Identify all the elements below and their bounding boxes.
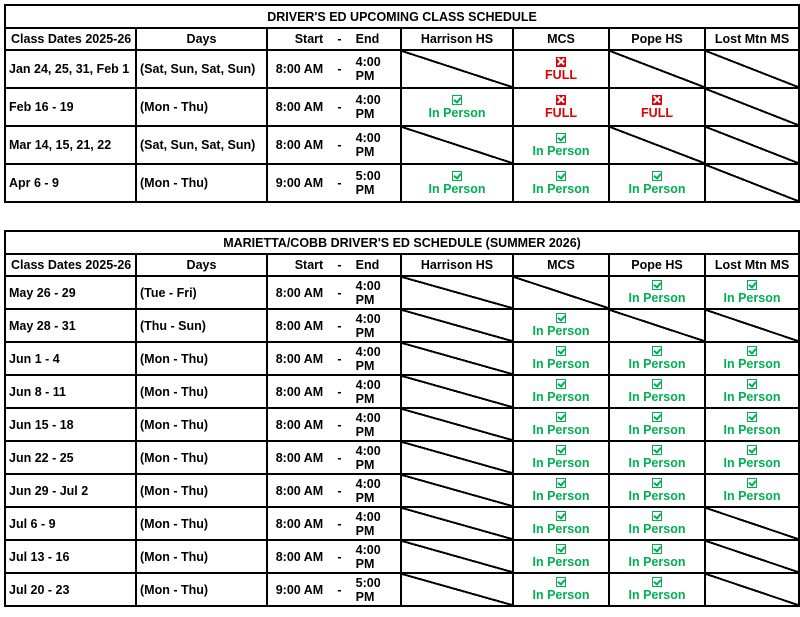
in-person-status	[514, 171, 608, 196]
class-dates-cell: Jul 13 - 16	[5, 540, 136, 573]
in-person-status	[514, 346, 608, 371]
in-person-status	[514, 544, 608, 569]
in-person-status	[706, 478, 798, 503]
checkbox-check-icon	[652, 445, 662, 455]
start-time: 8:00 AM	[275, 100, 324, 114]
in-person-status	[610, 544, 704, 569]
mcs-cell	[513, 474, 609, 507]
days-cell: (Mon - Thu)	[136, 88, 267, 126]
class-dates-cell: Jul 20 - 23	[5, 573, 136, 606]
lost-mtn-ms-cell	[705, 276, 799, 309]
status-label: In Person	[628, 456, 686, 470]
in-person-status	[706, 445, 798, 470]
end-time: 4:00 PM	[355, 93, 381, 121]
in-person-status	[610, 280, 704, 305]
status-label: In Person	[628, 423, 686, 437]
col-header-pope-hs: Pope HS	[609, 28, 705, 50]
status-label: In Person	[532, 456, 590, 470]
lost-mtn-ms-unavailable-cell	[705, 540, 799, 573]
in-person-status	[402, 95, 512, 120]
start-time: 8:00 AM	[275, 549, 324, 564]
summer-schedule-table	[4, 230, 800, 607]
col-header-mcs: MCS	[513, 28, 609, 50]
time-cell	[267, 474, 401, 507]
table-row	[5, 88, 799, 126]
checkbox-check-icon	[556, 577, 566, 587]
table-row	[5, 342, 799, 375]
end-time: 4:00 PM	[355, 344, 381, 373]
status-label: In Person	[428, 105, 486, 120]
col-header-harrison-hs: Harrison HS	[401, 254, 513, 276]
class-dates-cell: Apr 6 - 9	[5, 164, 136, 202]
end-time: 4:00 PM	[355, 443, 381, 472]
in-person-status	[706, 346, 798, 371]
mcs-cell	[513, 50, 609, 88]
status-label: In Person	[723, 390, 781, 404]
days-cell: (Mon - Thu)	[136, 342, 267, 375]
checkbox-check-icon	[556, 171, 566, 181]
mcs-cell	[513, 375, 609, 408]
class-dates-cell: May 26 - 29	[5, 276, 136, 309]
class-dates-cell: Jun 29 - Jul 2	[5, 474, 136, 507]
col-header-lost-mtn-ms: Lost Mtn MS	[705, 28, 799, 50]
start-time: 8:00 AM	[275, 483, 324, 498]
mcs-cell	[513, 164, 609, 202]
time-dash: -	[337, 516, 342, 531]
checkbox-check-icon	[652, 544, 662, 554]
status-label: In Person	[532, 588, 590, 602]
status-label: In Person	[723, 456, 781, 470]
in-person-status	[514, 313, 608, 338]
pope-hs-cell	[609, 164, 705, 202]
col-header-class-dates: Class Dates 2025-26	[5, 254, 136, 276]
harrison-hs-unavailable-cell	[401, 276, 513, 309]
checkbox-check-icon	[747, 412, 757, 422]
checkbox-check-icon	[652, 346, 662, 356]
status-label: In Person	[532, 324, 590, 338]
mcs-cell	[513, 408, 609, 441]
class-dates-cell: Jun 15 - 18	[5, 408, 136, 441]
col-header-start: Start	[294, 258, 324, 272]
col-header-end: End	[355, 32, 380, 46]
status-label: FULL	[545, 105, 577, 120]
checkbox-check-icon	[652, 511, 662, 521]
harrison-hs-unavailable-cell	[401, 342, 513, 375]
class-dates-cell: Jul 6 - 9	[5, 507, 136, 540]
time-dash: -	[337, 483, 342, 498]
lost-mtn-ms-unavailable-cell	[705, 126, 799, 164]
time-dash: -	[337, 417, 342, 432]
col-header-mcs: MCS	[513, 254, 609, 276]
col-header-pope-hs: Pope HS	[609, 254, 705, 276]
checkbox-check-icon	[556, 544, 566, 554]
harrison-hs-unavailable-cell	[401, 441, 513, 474]
end-time: 4:00 PM	[355, 542, 381, 571]
harrison-hs-unavailable-cell	[401, 408, 513, 441]
table-row	[5, 540, 799, 573]
status-label: FULL	[545, 67, 577, 82]
end-time: 4:00 PM	[355, 410, 381, 439]
checkbox-check-icon	[556, 313, 566, 323]
in-person-status	[514, 379, 608, 404]
time-cell	[267, 540, 401, 573]
time-cell	[267, 408, 401, 441]
end-time: 4:00 PM	[355, 55, 381, 83]
checkbox-check-icon	[452, 171, 462, 181]
in-person-status	[706, 280, 798, 305]
status-label: In Person	[628, 489, 686, 503]
checkbox-x-icon	[556, 57, 566, 67]
in-person-status	[610, 379, 704, 404]
days-cell: (Sat, Sun, Sat, Sun)	[136, 50, 267, 88]
checkbox-check-icon	[652, 577, 662, 587]
table-row	[5, 276, 799, 309]
status-label: FULL	[641, 105, 673, 120]
mcs-cell	[513, 309, 609, 342]
checkbox-check-icon	[556, 511, 566, 521]
class-dates-cell: Mar 14, 15, 21, 22	[5, 126, 136, 164]
harrison-hs-unavailable-cell	[401, 50, 513, 88]
days-cell: (Mon - Thu)	[136, 164, 267, 202]
checkbox-check-icon	[747, 478, 757, 488]
harrison-hs-unavailable-cell	[401, 540, 513, 573]
checkbox-check-icon	[556, 445, 566, 455]
checkbox-check-icon	[556, 412, 566, 422]
checkbox-check-icon	[556, 478, 566, 488]
checkbox-check-icon	[652, 412, 662, 422]
col-header-end: End	[355, 258, 380, 272]
start-time: 8:00 AM	[275, 62, 324, 76]
harrison-hs-unavailable-cell	[401, 474, 513, 507]
status-label: In Person	[628, 181, 686, 196]
harrison-hs-cell	[401, 88, 513, 126]
pope-hs-cell	[609, 88, 705, 126]
days-cell: (Mon - Thu)	[136, 573, 267, 606]
in-person-status	[610, 478, 704, 503]
time-cell	[267, 276, 401, 309]
end-time: 4:00 PM	[355, 476, 381, 505]
time-cell	[267, 309, 401, 342]
class-dates-cell: Feb 16 - 19	[5, 88, 136, 126]
class-dates-cell: Jun 8 - 11	[5, 375, 136, 408]
checkbox-check-icon	[652, 171, 662, 181]
table-row	[5, 375, 799, 408]
time-dash: -	[337, 351, 342, 366]
checkbox-check-icon	[747, 346, 757, 356]
time-dash: -	[337, 100, 342, 114]
mcs-unavailable-cell	[513, 276, 609, 309]
in-person-status	[514, 412, 608, 437]
header-row	[5, 28, 799, 50]
days-cell: (Mon - Thu)	[136, 408, 267, 441]
time-cell	[267, 126, 401, 164]
pope-hs-cell	[609, 474, 705, 507]
start-time: 9:00 AM	[275, 582, 324, 597]
days-cell: (Mon - Thu)	[136, 540, 267, 573]
pope-hs-cell	[609, 342, 705, 375]
header-row	[5, 254, 799, 276]
pope-hs-cell	[609, 441, 705, 474]
in-person-status	[610, 445, 704, 470]
checkbox-check-icon	[747, 379, 757, 389]
end-time: 4:00 PM	[355, 377, 381, 406]
col-header-harrison-hs: Harrison HS	[401, 28, 513, 50]
col-header-class-dates: Class Dates 2025-26	[5, 28, 136, 50]
days-cell: (Sat, Sun, Sat, Sun)	[136, 126, 267, 164]
checkbox-check-icon	[556, 379, 566, 389]
start-time: 8:00 AM	[275, 450, 324, 465]
col-header-days: Days	[136, 28, 267, 50]
in-person-status	[402, 171, 512, 196]
status-label: In Person	[428, 181, 486, 196]
time-dash: -	[337, 384, 342, 399]
start-time: 8:00 AM	[275, 417, 324, 432]
in-person-status	[706, 379, 798, 404]
pope-hs-cell	[609, 573, 705, 606]
start-time: 8:00 AM	[275, 384, 324, 399]
time-cell	[267, 573, 401, 606]
class-dates-cell: Jun 22 - 25	[5, 441, 136, 474]
harrison-hs-unavailable-cell	[401, 507, 513, 540]
mcs-cell	[513, 507, 609, 540]
mcs-cell	[513, 342, 609, 375]
lost-mtn-ms-cell	[705, 408, 799, 441]
col-header-time	[267, 28, 401, 50]
status-label: In Person	[532, 181, 590, 196]
lost-mtn-ms-cell	[705, 342, 799, 375]
mcs-cell	[513, 126, 609, 164]
checkbox-check-icon	[556, 346, 566, 356]
status-label: In Person	[532, 522, 590, 536]
table-row	[5, 573, 799, 606]
checkbox-check-icon	[747, 445, 757, 455]
mcs-cell	[513, 441, 609, 474]
days-cell: (Tue - Fri)	[136, 276, 267, 309]
pope-hs-unavailable-cell	[609, 126, 705, 164]
full-status	[514, 57, 608, 82]
lost-mtn-ms-unavailable-cell	[705, 573, 799, 606]
time-dash: -	[337, 138, 342, 152]
end-time: 5:00 PM	[355, 169, 381, 197]
status-label: In Person	[628, 291, 686, 305]
table-row	[5, 507, 799, 540]
status-label: In Person	[532, 489, 590, 503]
class-dates-cell: Jun 1 - 4	[5, 342, 136, 375]
status-label: In Person	[532, 390, 590, 404]
time-dash: -	[337, 450, 342, 465]
lost-mtn-ms-cell	[705, 441, 799, 474]
harrison-hs-unavailable-cell	[401, 126, 513, 164]
checkbox-check-icon	[452, 95, 462, 105]
days-cell: (Thu - Sun)	[136, 309, 267, 342]
end-time: 4:00 PM	[355, 278, 381, 307]
mcs-cell	[513, 540, 609, 573]
pope-hs-cell	[609, 408, 705, 441]
class-dates-cell: Jan 24, 25, 31, Feb 1	[5, 50, 136, 88]
start-time: 8:00 AM	[275, 351, 324, 366]
time-dash: -	[337, 582, 342, 597]
table-row	[5, 441, 799, 474]
pope-hs-cell	[609, 375, 705, 408]
status-label: In Person	[532, 423, 590, 437]
in-person-status	[514, 478, 608, 503]
pope-hs-unavailable-cell	[609, 50, 705, 88]
time-dash: -	[337, 285, 342, 300]
days-cell: (Mon - Thu)	[136, 375, 267, 408]
table-row	[5, 126, 799, 164]
pope-hs-cell	[609, 276, 705, 309]
full-status	[514, 95, 608, 120]
checkbox-x-icon	[556, 95, 566, 105]
time-cell	[267, 507, 401, 540]
col-header-dash: -	[337, 258, 342, 272]
time-dash: -	[337, 318, 342, 333]
start-time: 8:00 AM	[275, 285, 324, 300]
in-person-status	[610, 346, 704, 371]
mcs-cell	[513, 88, 609, 126]
in-person-status	[514, 511, 608, 536]
start-time: 8:00 AM	[275, 318, 324, 333]
table-row	[5, 164, 799, 202]
checkbox-check-icon	[652, 280, 662, 290]
upcoming-schedule-table	[4, 4, 800, 203]
harrison-hs-unavailable-cell	[401, 375, 513, 408]
in-person-status	[610, 171, 704, 196]
start-time: 8:00 AM	[275, 138, 324, 152]
col-header-days: Days	[136, 254, 267, 276]
checkbox-x-icon	[652, 95, 662, 105]
in-person-status	[610, 511, 704, 536]
harrison-hs-unavailable-cell	[401, 309, 513, 342]
pope-hs-unavailable-cell	[609, 309, 705, 342]
pope-hs-cell	[609, 540, 705, 573]
status-label: In Person	[532, 357, 590, 371]
harrison-hs-unavailable-cell	[401, 573, 513, 606]
lost-mtn-ms-unavailable-cell	[705, 88, 799, 126]
lost-mtn-ms-cell	[705, 375, 799, 408]
pope-hs-cell	[609, 507, 705, 540]
end-time: 4:00 PM	[355, 509, 381, 538]
start-time: 9:00 AM	[275, 176, 324, 190]
status-label: In Person	[723, 291, 781, 305]
col-header-lost-mtn-ms: Lost Mtn MS	[705, 254, 799, 276]
in-person-status	[514, 577, 608, 602]
in-person-status	[610, 412, 704, 437]
status-label: In Person	[628, 522, 686, 536]
time-cell	[267, 50, 401, 88]
col-header-start: Start	[294, 32, 324, 46]
mcs-cell	[513, 573, 609, 606]
col-header-dash: -	[337, 32, 342, 46]
table-row	[5, 474, 799, 507]
checkbox-check-icon	[747, 280, 757, 290]
lost-mtn-ms-unavailable-cell	[705, 164, 799, 202]
table-row	[5, 309, 799, 342]
lost-mtn-ms-unavailable-cell	[705, 50, 799, 88]
col-header-time	[267, 254, 401, 276]
checkbox-check-icon	[652, 379, 662, 389]
days-cell: (Mon - Thu)	[136, 441, 267, 474]
status-label: In Person	[532, 143, 590, 158]
status-label: In Person	[628, 357, 686, 371]
days-cell: (Mon - Thu)	[136, 474, 267, 507]
status-label: In Person	[628, 555, 686, 569]
end-time: 5:00 PM	[355, 575, 381, 604]
harrison-hs-cell	[401, 164, 513, 202]
status-label: In Person	[628, 588, 686, 602]
table-title: DRIVER'S ED UPCOMING CLASS SCHEDULE	[5, 5, 799, 28]
table-row	[5, 50, 799, 88]
class-dates-cell: May 28 - 31	[5, 309, 136, 342]
lost-mtn-ms-cell	[705, 474, 799, 507]
checkbox-check-icon	[556, 133, 566, 143]
full-status	[610, 95, 704, 120]
end-time: 4:00 PM	[355, 131, 381, 159]
status-label: In Person	[723, 423, 781, 437]
time-dash: -	[337, 176, 342, 190]
time-cell	[267, 164, 401, 202]
in-person-status	[706, 412, 798, 437]
time-cell	[267, 88, 401, 126]
time-dash: -	[337, 549, 342, 564]
lost-mtn-ms-unavailable-cell	[705, 507, 799, 540]
time-dash: -	[337, 62, 342, 76]
in-person-status	[610, 577, 704, 602]
time-cell	[267, 375, 401, 408]
time-cell	[267, 441, 401, 474]
days-cell: (Mon - Thu)	[136, 507, 267, 540]
time-cell	[267, 342, 401, 375]
status-label: In Person	[532, 555, 590, 569]
start-time: 8:00 AM	[275, 516, 324, 531]
in-person-status	[514, 445, 608, 470]
end-time: 4:00 PM	[355, 311, 381, 340]
table-row	[5, 408, 799, 441]
checkbox-check-icon	[652, 478, 662, 488]
status-label: In Person	[723, 489, 781, 503]
table-title: MARIETTA/COBB DRIVER'S ED SCHEDULE (SUMMER 2026)	[5, 231, 799, 254]
lost-mtn-ms-unavailable-cell	[705, 309, 799, 342]
status-label: In Person	[628, 390, 686, 404]
in-person-status	[514, 133, 608, 158]
status-label: In Person	[723, 357, 781, 371]
